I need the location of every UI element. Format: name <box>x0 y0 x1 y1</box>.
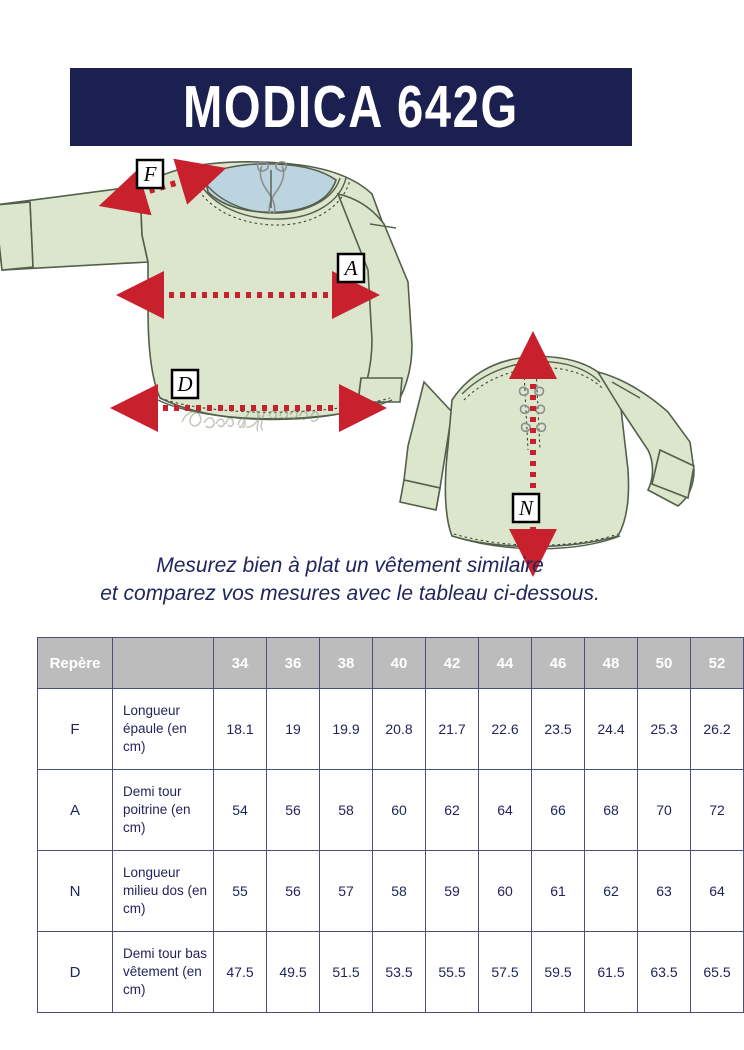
cell-value: 59 <box>426 851 479 932</box>
cell-value: 60 <box>373 770 426 851</box>
cell-value: 21.7 <box>426 689 479 770</box>
svg-text:A: A <box>344 256 358 280</box>
cell-value: 59.5 <box>532 932 585 1013</box>
svg-text:D: D <box>177 372 193 396</box>
cell-value: 47.5 <box>214 932 267 1013</box>
cell-value: 20.8 <box>373 689 426 770</box>
cell-value: 55 <box>214 851 267 932</box>
cell-value: 62 <box>585 851 638 932</box>
header-size-38: 38 <box>320 638 373 689</box>
cell-value: 64 <box>479 770 532 851</box>
cell-value: 49.5 <box>267 932 320 1013</box>
cell-value: 19 <box>267 689 320 770</box>
cell-value: 64 <box>691 851 744 932</box>
row-marker: A <box>38 770 113 851</box>
row-description: Demi tour poitrine (en cm) <box>113 770 214 851</box>
header-size-50: 50 <box>638 638 691 689</box>
row-description: Longueur épaule (en cm) <box>113 689 214 770</box>
header-size-40: 40 <box>373 638 426 689</box>
cell-value: 60 <box>479 851 532 932</box>
svg-text:F: F <box>143 162 157 186</box>
header-size-34: 34 <box>214 638 267 689</box>
instruction-line-1: Mesurez bien à plat un vêtement similaire <box>156 554 544 577</box>
back-view-garment <box>400 357 694 549</box>
row-description: Longueur milieu dos (en cm) <box>113 851 214 932</box>
svg-text:N: N <box>518 496 534 520</box>
cell-value: 23.5 <box>532 689 585 770</box>
cell-value: 54 <box>214 770 267 851</box>
cell-value: 19.9 <box>320 689 373 770</box>
table-row <box>38 689 744 770</box>
row-marker: D <box>38 932 113 1013</box>
instruction-line-2: et comparez vos mesures avec le tableau ci-dessous. <box>100 582 600 605</box>
cell-value: 56 <box>267 770 320 851</box>
table-header-row <box>38 638 744 689</box>
cell-value: 57.5 <box>479 932 532 1013</box>
row-marker: N <box>38 851 113 932</box>
cell-value: 56 <box>267 851 320 932</box>
cell-value: 66 <box>532 770 585 851</box>
cell-value: 55.5 <box>426 932 479 1013</box>
cell-value: 57 <box>320 851 373 932</box>
cell-value: 53.5 <box>373 932 426 1013</box>
cell-value: 62 <box>426 770 479 851</box>
marker-box-d <box>172 370 198 398</box>
cell-value: 51.5 <box>320 932 373 1013</box>
header-size-36: 36 <box>267 638 320 689</box>
cell-value: 72 <box>691 770 744 851</box>
cell-value: 65.5 <box>691 932 744 1013</box>
row-description: Demi tour bas vêtement (en cm) <box>113 932 214 1013</box>
cell-value: 58 <box>373 851 426 932</box>
marker-box-f <box>137 160 163 188</box>
marker-box-a <box>338 254 364 282</box>
header-description <box>113 638 214 689</box>
cell-value: 18.1 <box>214 689 267 770</box>
marker-box-n <box>513 494 539 522</box>
cell-value: 24.4 <box>585 689 638 770</box>
cell-value: 22.6 <box>479 689 532 770</box>
measuring-instructions <box>0 552 700 608</box>
cell-value: 58 <box>320 770 373 851</box>
cell-value: 26.2 <box>691 689 744 770</box>
header-size-46: 46 <box>532 638 585 689</box>
cell-value: 61.5 <box>585 932 638 1013</box>
table-row <box>38 851 744 932</box>
header-size-48: 48 <box>585 638 638 689</box>
table-row <box>38 932 744 1013</box>
garment-illustration <box>0 150 700 550</box>
size-chart-table <box>37 637 744 1013</box>
header-repere: Repère <box>38 638 113 689</box>
title-banner <box>70 68 632 146</box>
table-header <box>38 638 744 689</box>
cell-value: 70 <box>638 770 691 851</box>
table-row <box>38 770 744 851</box>
cell-value: 61 <box>532 851 585 932</box>
cell-value: 63 <box>638 851 691 932</box>
row-marker: F <box>38 689 113 770</box>
header-size-44: 44 <box>479 638 532 689</box>
table-body <box>38 689 744 1013</box>
cell-value: 68 <box>585 770 638 851</box>
cell-value: 63.5 <box>638 932 691 1013</box>
page-title: MODICA 642G <box>183 73 519 140</box>
header-size-42: 42 <box>426 638 479 689</box>
header-size-52: 52 <box>691 638 744 689</box>
cell-value: 25.3 <box>638 689 691 770</box>
